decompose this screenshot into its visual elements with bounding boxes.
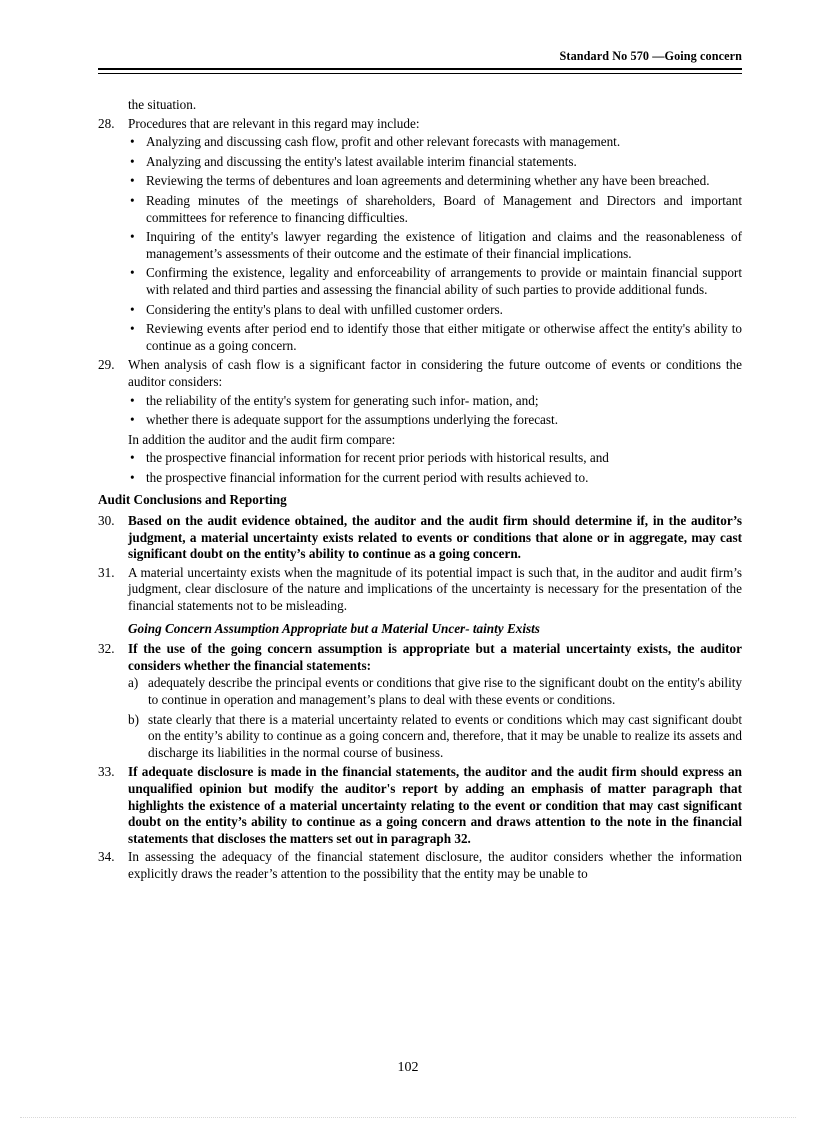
item-label: a): [128, 675, 139, 691]
item-text: state clearly that there is a material uncertainty related to events or conditions which may cast significant doubt on the entity’s ability to continue as a going concern and, therefore, that it may be unable to realize its assets and discharge its liabilities in the normal course of business.: [148, 711, 742, 760]
bullet-item: [98, 154, 742, 171]
bullet-item: [98, 321, 742, 354]
paragraph-29: [98, 357, 742, 390]
bullet-icon: •: [130, 229, 135, 245]
paragraph-number: 30.: [98, 513, 115, 529]
paragraph-number: 29.: [98, 357, 115, 373]
bullet-icon: •: [130, 321, 135, 337]
paragraph-text: If adequate disclosure is made in the financial statements, the auditor and the audit firm should express an unqualified opinion but modify the auditor's report by adding an emphasis of matter paragraph that highlights the existence of a material uncertainty relating to the event or condition that may cast significant doubt on the entity’s ability to continue as a going concern and draws attention to the note in the financial statements that discloses the matters set out in paragraph 32.: [128, 764, 742, 846]
bullet-icon: •: [130, 265, 135, 281]
bullet-item: [98, 173, 742, 190]
bullet-icon: •: [130, 301, 135, 317]
bullet-text: whether there is adequate support for the assumptions underlying the forecast.: [146, 412, 558, 428]
paragraph-31: [98, 565, 742, 615]
bullet-icon: •: [130, 412, 135, 428]
paragraph-text: If the use of the going concern assumption is appropriate but a material uncertainty exists, the auditor considers whether the financial statements:: [128, 641, 742, 673]
bullet-icon: •: [130, 134, 135, 150]
paragraph-number: 32.: [98, 641, 115, 657]
paragraph-number: 28.: [98, 115, 115, 131]
header-rule-thin: [98, 73, 742, 74]
continuation-text: the situation.: [128, 97, 197, 112]
paragraph-number: 31.: [98, 564, 115, 580]
running-header: Standard No 570 —Going concern: [559, 49, 742, 63]
paragraph-30: [98, 513, 742, 563]
paragraph-text: Based on the audit evidence obtained, the auditor and the audit firm should determine if, in the auditor’s judgment, a material uncertainty exists related to events or conditions that alone or in aggregate, may cast significant doubt on the entity’s ability to continue as a going concern.: [128, 513, 742, 562]
body-content: [98, 97, 742, 883]
bullet-icon: •: [130, 450, 135, 466]
bullet-icon: •: [130, 173, 135, 189]
header-rule-thick: [98, 68, 742, 70]
paragraph-text: Procedures that are relevant in this regard may include:: [128, 115, 420, 131]
paragraph-32-item-b: [98, 712, 742, 762]
bullet-icon: •: [130, 192, 135, 208]
bullet-text: Reviewing events after period end to identify those that either mitigate or otherwise affect the entity's ability to continue as a going concern.: [146, 321, 742, 353]
section-heading: Audit Conclusions and Reporting: [98, 492, 287, 508]
bullet-item: [98, 412, 742, 429]
bullet-text: the prospective financial information for recent prior periods with historical results, and: [146, 450, 609, 466]
bullet-text: Analyzing and discussing the entity's latest available interim financial statements.: [146, 153, 577, 169]
bullet-text: the reliability of the entity's system for generating such infor- mation, and;: [146, 392, 539, 408]
paragraph-number: 33.: [98, 764, 115, 780]
paragraph-28: [98, 116, 742, 133]
bullet-icon: •: [130, 153, 135, 169]
paragraph-28-bullets: [98, 134, 742, 354]
bullet-text: Reading minutes of the meetings of shareholders, Board of Management and Directors and important committees for reference to financing difficulties.: [146, 192, 742, 225]
bullet-item: [98, 193, 742, 226]
bullet-icon: •: [130, 392, 135, 408]
paragraph-29-bullets: [98, 393, 742, 429]
bullet-item: [98, 134, 742, 151]
bullet-item: [98, 450, 742, 467]
paragraph-29-bullets-2: [98, 450, 742, 486]
paragraph-text: When analysis of cash flow is a significant factor in considering the future outcome of events or conditions the auditor considers:: [128, 357, 742, 389]
bullet-text: Inquiring of the entity's lawyer regarding the existence of litigation and claims and the reasonableness of management’s assessments of their outcome and the estimate of their financial implications.: [146, 229, 742, 261]
paragraph-text: In assessing the adequacy of the financial statement disclosure, the auditor considers whether the information explicitly draws the reader’s attention to the possibility that the entity may be unable to: [128, 849, 742, 881]
bullet-text: the prospective financial information for the current period with results achieved to.: [146, 469, 589, 485]
paragraph-number: 34.: [98, 849, 115, 865]
paragraph-text: A material uncertainty exists when the magnitude of its potential impact is such that, in the auditor and audit firm’s judgment, clear disclosure of the nature and implications of the uncertainty is necessary for the presentation of the financial statements not to be misleading.: [128, 564, 742, 614]
bullet-text: Reviewing the terms of debentures and loan agreements and determining whether any have been breached.: [146, 173, 710, 189]
paragraph-34: [98, 849, 742, 882]
bullet-item: [98, 393, 742, 410]
paragraph-29-addition: In addition the auditor and the audit firm compare:: [128, 431, 396, 447]
paragraph-32: [98, 641, 742, 674]
page-number: 102: [397, 1060, 419, 1075]
item-text: adequately describe the principal events or conditions that give rise to the significant doubt on the entity's ability to continue in operation and management’s plans to deal with these events or conditions.: [148, 675, 742, 707]
paragraph-33: [98, 764, 742, 847]
item-label: b): [128, 711, 139, 727]
bullet-item: [98, 265, 742, 298]
bullet-icon: •: [130, 469, 135, 485]
bullet-item: [98, 470, 742, 487]
subsection-heading: Going Concern Assumption Appropriate but a Material Uncer- tainty Exists: [128, 620, 540, 636]
bullet-text: Considering the entity's plans to deal with unfilled customer orders.: [146, 301, 503, 317]
bullet-text: Analyzing and discussing cash flow, profit and other relevant forecasts with management.: [146, 134, 621, 150]
bullet-item: [98, 229, 742, 262]
footer-divider: [20, 1117, 796, 1118]
bullet-item: [98, 302, 742, 319]
bullet-text: Confirming the existence, legality and enforceability of arrangements to provide or maintain financial support with related and third parties and assessing the financial ability of such parties to provide additional funds.: [146, 265, 742, 297]
paragraph-32-item-a: [98, 675, 742, 708]
